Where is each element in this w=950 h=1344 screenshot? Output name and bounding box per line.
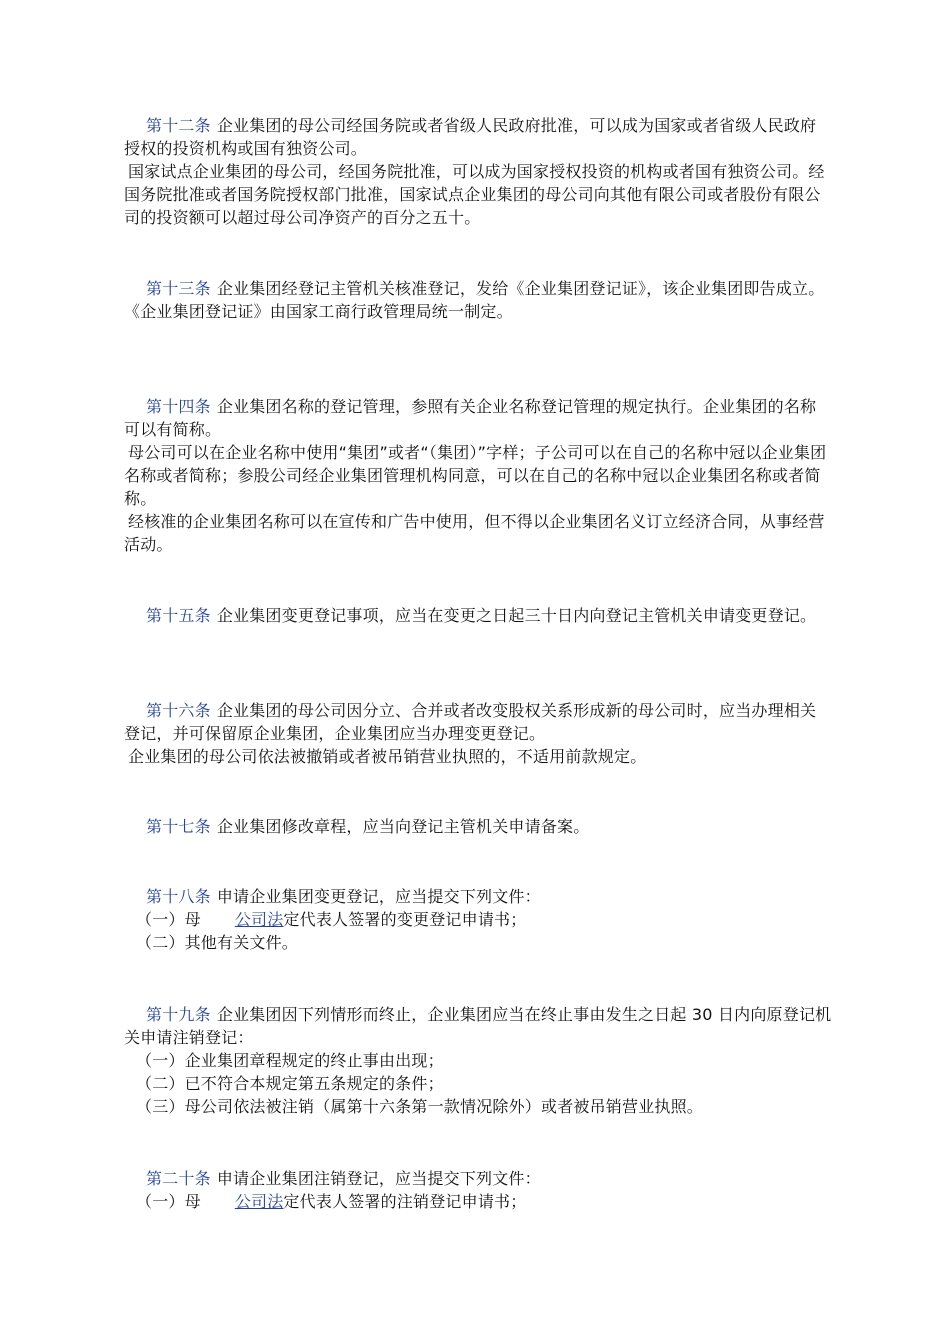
article-19 (124, 1003, 832, 1118)
article-paragraph: 第十三条 企业集团经登记主管机关核准登记，发给《企业集团登记证》，该企业集团即告成立。 (146, 279, 825, 298)
article-16 (124, 699, 832, 768)
article-number: 第十八条 (146, 887, 211, 906)
article-12 (124, 114, 832, 229)
list-item: （二）其他有关文件。 (136, 933, 299, 952)
article-paragraph: 第二十条 申请企业集团注销登记，应当提交下列文件： (146, 1169, 541, 1188)
article-15 (124, 604, 832, 627)
article-paragraph: 母公司可以在企业名称中使用“集团”或者“（集团）”字样；子公司可以在自己的名称中冠以企业集团名称或者简称；参股公司经企业集团管理机构同意，可以在自己的名称中冠以企业集团名称或者简称。 (124, 443, 827, 508)
article-number: 第十五条 (146, 606, 211, 625)
article-number: 第二十条 (146, 1169, 211, 1188)
article-paragraph: 第十九条 企业集团因下列情形而终止，企业集团应当在终止事由发生之日起 30 日内向原登记机关申请注销登记： (124, 1005, 832, 1047)
list-item: （一）企业集团章程规定的终止事由出现； (136, 1051, 444, 1070)
article-paragraph: 第十八条 申请企业集团变更登记，应当提交下列文件： (146, 887, 541, 906)
article-paragraph: 《企业集团登记证》由国家工商行政管理局统一制定。 (124, 302, 513, 321)
company-law-link[interactable]: 公司法 (234, 910, 284, 929)
article-number: 第十六条 (146, 701, 211, 720)
article-number: 第十二条 (146, 116, 211, 135)
list-item: （三）母公司依法被注销（属第十六条第一款情况除外）或者被吊销营业执照。 (136, 1097, 704, 1116)
article-number: 第十三条 (146, 279, 211, 298)
list-item: （一）母 公司法定代表人签署的变更登记申请书； (136, 910, 527, 929)
list-item: （二）已不符合本规定第五条规定的条件； (136, 1074, 444, 1093)
article-paragraph: 第十七条 企业集团修改章程，应当向登记主管机关申请备案。 (146, 817, 590, 836)
article-number: 第十七条 (146, 817, 211, 836)
article-17 (124, 815, 832, 838)
article-14 (124, 395, 832, 556)
article-18 (124, 885, 832, 954)
article-paragraph: 第十四条 企业集团名称的登记管理，参照有关企业名称登记管理的规定执行。企业集团的名称可以有简称。 (124, 397, 817, 439)
article-paragraph: 第十二条 企业集团的母公司经国务院或者省级人民政府批准，可以成为国家或者省级人民政府授权的投资机构或国有独资公司。 (124, 116, 817, 158)
article-paragraph: 经核准的企业集团名称可以在宣传和广告中使用，但不得以企业集团名义订立经济合同，从事经营活动。 (124, 512, 825, 554)
article-13 (124, 277, 832, 323)
article-paragraph: 第十五条 企业集团变更登记事项，应当在变更之日起三十日内向登记主管机关申请变更登记。 (146, 606, 817, 625)
list-item: （一）母 公司法定代表人签署的注销登记申请书； (136, 1192, 527, 1211)
article-paragraph: 国家试点企业集团的母公司，经国务院批准，可以成为国家授权投资的机构或者国有独资公司。经国务院批准或者国务院授权部门批准，国家试点企业集团的母公司向其他有限公司或者股份有限公司的投资额可以超过母公司净资产的百分之五十。 (124, 162, 825, 227)
company-law-link[interactable]: 公司法 (234, 1192, 284, 1211)
article-20 (124, 1167, 832, 1213)
article-number: 第十九条 (146, 1005, 211, 1024)
article-paragraph: 第十六条 企业集团的母公司因分立、合并或者改变股权关系形成新的母公司时，应当办理相关登记，并可保留原企业集团，企业集团应当办理变更登记。 (124, 701, 817, 743)
article-paragraph: 企业集团的母公司依法被撤销或者被吊销营业执照的，不适用前款规定。 (128, 747, 647, 766)
article-number: 第十四条 (146, 397, 211, 416)
